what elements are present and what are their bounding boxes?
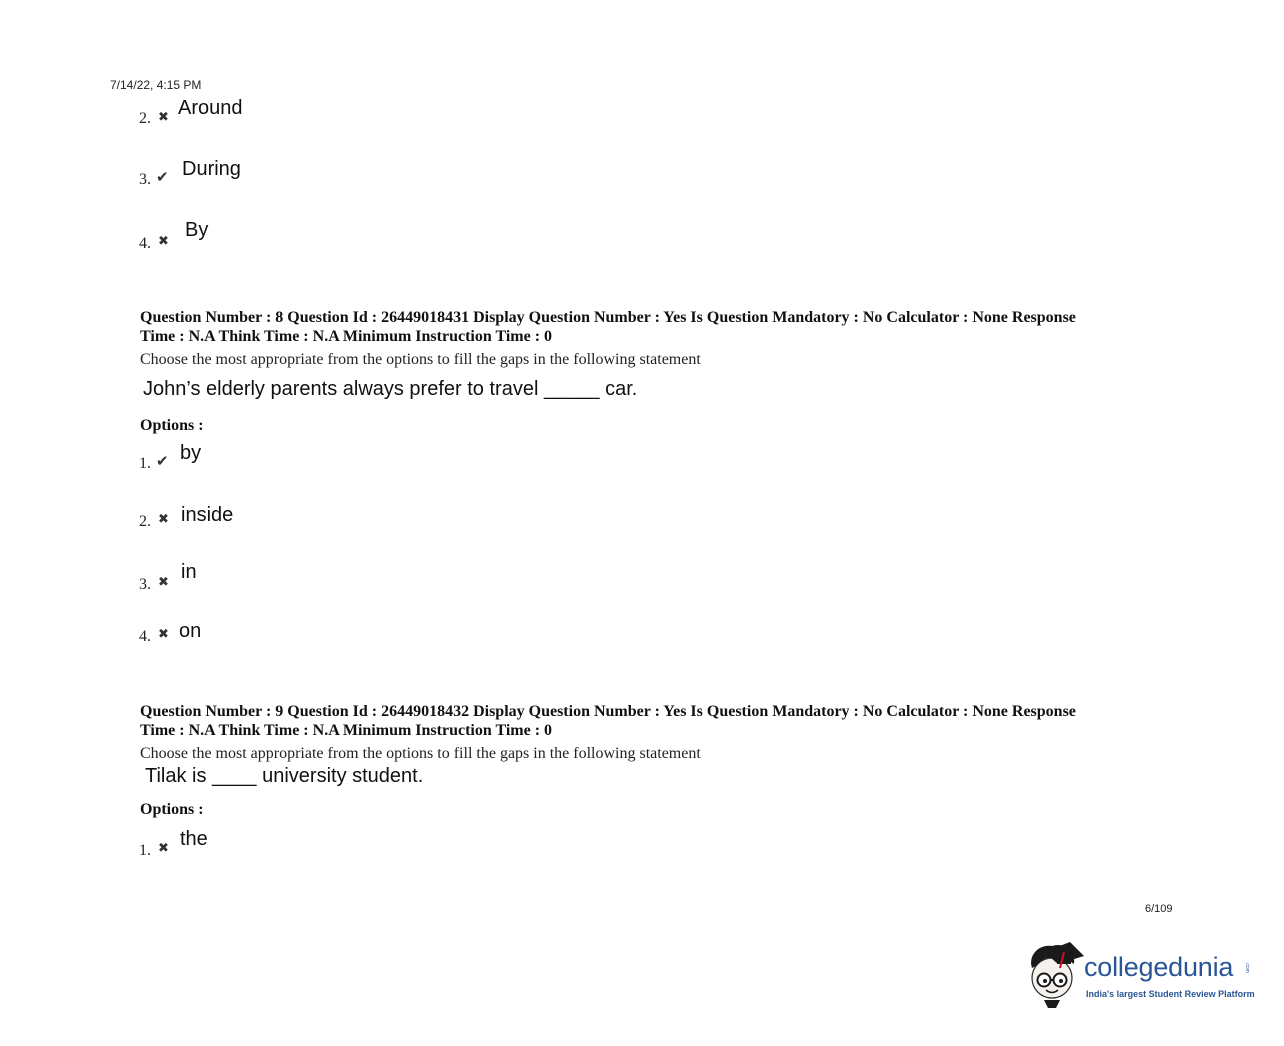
question-instruction: Choose the most appropriate from the options to fill the gaps in the following statement bbox=[140, 351, 701, 368]
question-header-line2: Time : N.A Think Time : N.A Minimum Instruction Time : 0 bbox=[140, 328, 553, 345]
question-header-line1: Question Number : 9 Question Id : 26449018432 Display Question Number : Yes Is Question Mandatory : No Calculator : None Response bbox=[140, 703, 1076, 720]
question-header-line1: Question Number : 8 Question Id : 26449018431 Display Question Number : Yes Is Question Mandatory : No Calculator : None Response bbox=[140, 309, 1076, 326]
option-text: By bbox=[185, 219, 209, 241]
mascot-icon bbox=[1024, 938, 1086, 1008]
cross-icon: ✖ bbox=[158, 233, 169, 248]
option-number: 1. bbox=[139, 842, 151, 859]
page-number: 6/109 bbox=[1145, 903, 1173, 915]
brand-tagline: India's largest Student Review Platform bbox=[1086, 989, 1255, 999]
option-text: Around bbox=[178, 97, 243, 119]
option-text: in bbox=[181, 561, 197, 583]
option-text: on bbox=[179, 620, 202, 642]
question-statement: Tilak is ____ university student. bbox=[145, 765, 424, 787]
question-header-line2: Time : N.A Think Time : N.A Minimum Instruction Time : 0 bbox=[140, 722, 553, 739]
brand-dotcom: .com bbox=[1244, 962, 1250, 973]
question-statement: John’s elderly parents always prefer to travel _____ car. bbox=[143, 378, 638, 400]
cross-icon: ✖ bbox=[158, 511, 169, 526]
option-number: 2. bbox=[139, 110, 151, 127]
options-label: Options : bbox=[140, 417, 204, 434]
cross-icon: ✖ bbox=[158, 109, 169, 124]
cross-icon: ✖ bbox=[158, 574, 169, 589]
option-text: inside bbox=[181, 504, 234, 526]
question-instruction: Choose the most appropriate from the options to fill the gaps in the following statement bbox=[140, 745, 701, 762]
option-number: 2. bbox=[139, 513, 151, 530]
option-text: the bbox=[180, 828, 208, 850]
option-number: 3. bbox=[139, 576, 151, 593]
collegedunia-logo bbox=[1024, 938, 1259, 1010]
check-icon: ✔ bbox=[156, 454, 169, 470]
print-timestamp: 7/14/22, 4:15 PM bbox=[110, 78, 202, 92]
option-text: During bbox=[182, 158, 241, 180]
check-icon: ✔ bbox=[156, 170, 169, 186]
option-number: 3. bbox=[139, 171, 151, 188]
option-number: 1. bbox=[139, 455, 151, 472]
option-number: 4. bbox=[139, 235, 151, 252]
option-text: by bbox=[180, 442, 202, 464]
options-label: Options : bbox=[140, 801, 204, 818]
option-number: 4. bbox=[139, 628, 151, 645]
question-header bbox=[140, 308, 1160, 346]
cross-icon: ✖ bbox=[158, 626, 169, 641]
question-header bbox=[140, 702, 1160, 740]
cross-icon: ✖ bbox=[158, 840, 169, 855]
brand-name: collegedunia bbox=[1084, 952, 1234, 982]
